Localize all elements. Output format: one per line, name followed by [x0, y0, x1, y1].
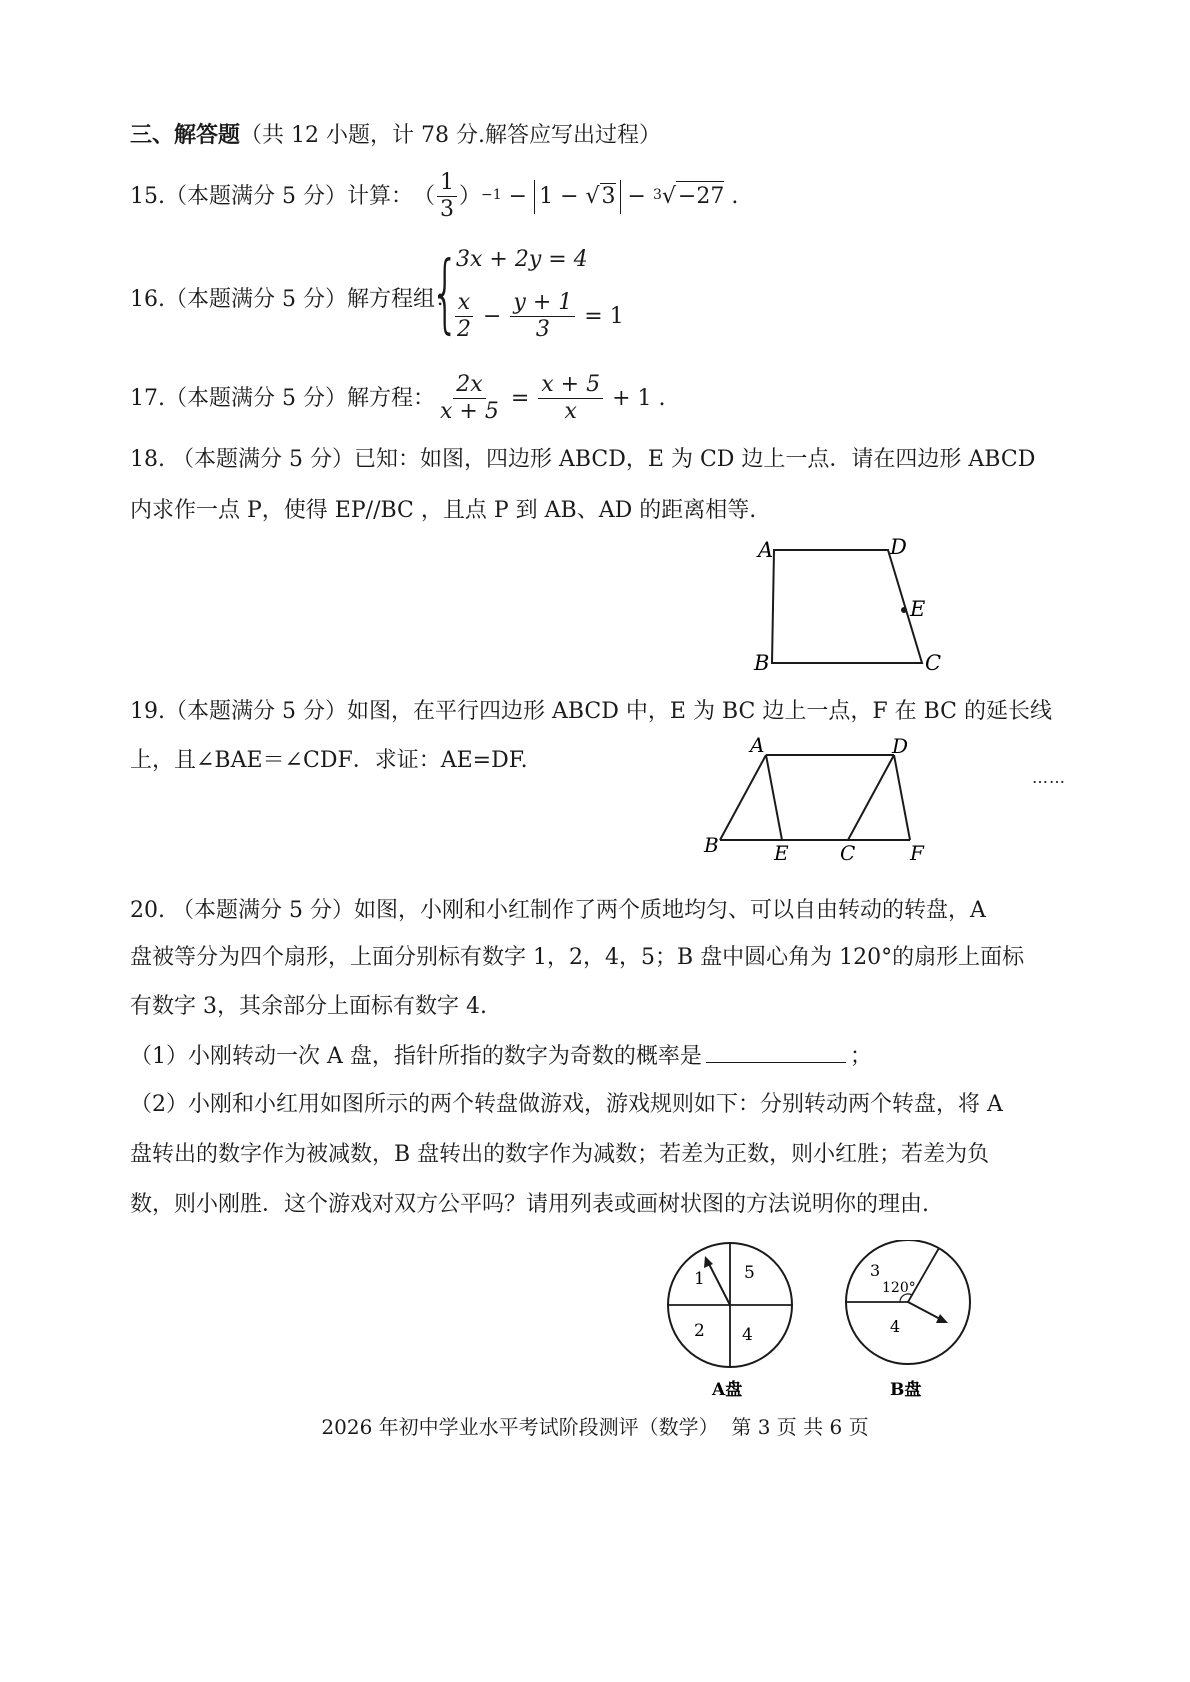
q15-cube-index: 3: [652, 186, 662, 203]
q15-end: .: [724, 183, 739, 209]
spinner-b-num-3: 3: [870, 1261, 881, 1280]
q16-frac2-den: 3: [535, 317, 550, 342]
q15-minus2: −: [620, 183, 653, 209]
q16-eq2: [452, 290, 624, 343]
spinner-a-pointer: [708, 1262, 730, 1305]
q15-label: 计算：: [346, 183, 413, 209]
section-desc: （共 12 小题，计 78 分.解答应写出过程）: [240, 123, 661, 148]
q15-sqrt-arg: 3: [601, 183, 616, 209]
q16-rhs: = 1: [577, 303, 624, 329]
q18-quadrilateral-figure: [740, 530, 960, 680]
q19-parallelogram-figure: [700, 730, 940, 870]
q18-label-e: E: [910, 597, 926, 621]
q18-point-e: [901, 607, 907, 613]
q19-line-dc: [848, 755, 894, 840]
q17-frac1-den: x + 5: [440, 399, 499, 424]
q20-sub2-line1: （2）小刚和小红用如图所示的两个转盘做游戏，游戏规则如下：分别转动两个转盘，将 A: [130, 1092, 1003, 1117]
q20-line1: 20. （本题满分 5 分）如图，小刚和小红制作了两个质地均匀、可以自由转动的转盘，A: [130, 898, 986, 923]
q20-sub2-line3: 数，则小刚胜．这个游戏对双方公平吗？请用列表或画树状图的方法说明你的理由.: [130, 1192, 929, 1217]
q16-label: 解方程组：: [346, 287, 457, 312]
q15-lparen: （: [413, 183, 436, 209]
spinner-b-num-4: 4: [890, 1317, 901, 1336]
q17-score: （本题满分 5 分）: [165, 385, 347, 411]
q15-minus1: −: [501, 183, 535, 209]
side-dots: ……: [1032, 768, 1066, 787]
q16-frac1-num: x: [455, 290, 473, 317]
q18-quadrilateral: [772, 550, 922, 663]
q16-frac1: [454, 290, 474, 343]
spinner-b-angle: 120°: [882, 1280, 916, 1296]
q19-line-df: [894, 755, 910, 840]
spinner-b-pointer: [908, 1302, 942, 1320]
spinner-a-pointer-head: [704, 1256, 713, 1268]
q18-label-a: A: [758, 538, 774, 562]
spinner-a-num-1: 1: [694, 1269, 705, 1289]
q18-line2: 内求作一点 P，使得 EP//BC ，且点 P 到 AB、AD 的距离相等.: [130, 498, 757, 523]
spinner-b-figure: [838, 1240, 988, 1400]
q17-frac1: [437, 372, 502, 425]
question-15: [130, 170, 738, 223]
q15-exponent: −1: [481, 186, 502, 203]
q19-label-c: C: [840, 841, 856, 865]
spinner-a-caption: A盘: [712, 1380, 743, 1400]
q16-score: （本题满分 5 分）: [165, 287, 347, 312]
q18-label-d: D: [890, 535, 907, 559]
q18-label-b: B: [754, 651, 770, 675]
q19-label-d: D: [892, 734, 909, 758]
q20-answer-blank: [706, 1040, 846, 1063]
q15-fraction: [437, 170, 457, 223]
q15-sqrt-sign: √: [585, 183, 600, 209]
q17-frac2-den: x: [564, 399, 577, 424]
page-footer: 2026 年初中学业水平考试阶段测评（数学） 第 3 页 共 6 页: [321, 1415, 869, 1439]
q16-frac2-num: y + 1: [510, 290, 575, 317]
q20-sub1-text: （1）小刚转动一次 A 盘，指针所指的数字为奇数的概率是: [130, 1044, 702, 1069]
q15-cbrt-arg: −27: [676, 181, 724, 212]
q20-sub1-end: ；: [849, 1044, 872, 1069]
q15-frac-num: 1: [437, 170, 457, 197]
q20-line2: 盘被等分为四个扇形，上面分别标有数字 1，2，4，5；B 盘中圆心角为 120°的扇形上面标: [130, 945, 1025, 970]
spinner-b-caption: B盘: [890, 1380, 922, 1400]
q19-label-a: A: [750, 733, 765, 757]
spinner-a-figure: [660, 1240, 810, 1400]
q15-cbrt-sign: √: [661, 183, 676, 209]
section-heading: [130, 120, 661, 151]
q20-sub2-line2: 盘转出的数字作为被减数，B 盘转出的数字作为减数；若差为正数，则小红胜；若差为负: [130, 1142, 990, 1167]
q17-eq: =: [503, 385, 537, 411]
q16-minus: −: [476, 303, 509, 329]
q17-number: 17.: [130, 385, 165, 411]
q15-abs-value: [534, 180, 620, 214]
section-title: 三、解答题: [130, 122, 241, 148]
q16-brace: {: [430, 243, 461, 343]
q15-abs-a: 1 −: [539, 183, 586, 209]
q18-label-c: C: [925, 651, 942, 675]
spinner-a-num-2: 2: [694, 1321, 705, 1341]
q18-line1: 18. （本题满分 5 分）已知：如图，四边形 ABCD，E 为 CD 边上一点．请在四边形 ABCD: [130, 447, 1036, 472]
q19-label-b: B: [704, 833, 719, 857]
q16-number: 16.: [130, 287, 165, 312]
q19-line-ae: [766, 755, 782, 840]
q19-label-f: F: [910, 841, 924, 865]
q19-line1: 19.（本题满分 5 分）如图，在平行四边形 ABCD 中，E 为 BC 边上一点，F 在 BC 的延长线: [130, 699, 1052, 724]
q15-number: 15.: [130, 183, 165, 209]
question-16-prefix: [130, 285, 457, 315]
question-17: [130, 372, 665, 425]
q17-frac2: [538, 372, 603, 425]
q15-rparen: ）: [459, 183, 482, 209]
spinner-a-num-5: 5: [744, 1263, 755, 1283]
q17-label: 解方程：: [346, 385, 435, 411]
q17-frac1-num: 2x: [453, 372, 485, 399]
q19-line2: 上，且∠BAE＝∠CDF．求证：AE=DF.: [130, 748, 528, 773]
q17-frac2-num: x + 5: [538, 372, 603, 399]
q19-label-e: E: [774, 841, 789, 865]
q19-line-ab: [720, 755, 766, 840]
q20-line3: 有数字 3，其余部分上面标有数字 4.: [130, 994, 487, 1019]
q16-frac2: [510, 290, 575, 343]
q16-eq1: 3x + 2y = 4: [456, 247, 588, 272]
q15-score: （本题满分 5 分）: [165, 183, 347, 209]
q20-sub1: [130, 1040, 872, 1072]
spinner-a-num-4: 4: [742, 1325, 753, 1345]
q17-tail: + 1 .: [605, 385, 666, 411]
q15-frac-den: 3: [440, 197, 455, 222]
q16-frac1-den: 2: [457, 317, 471, 342]
